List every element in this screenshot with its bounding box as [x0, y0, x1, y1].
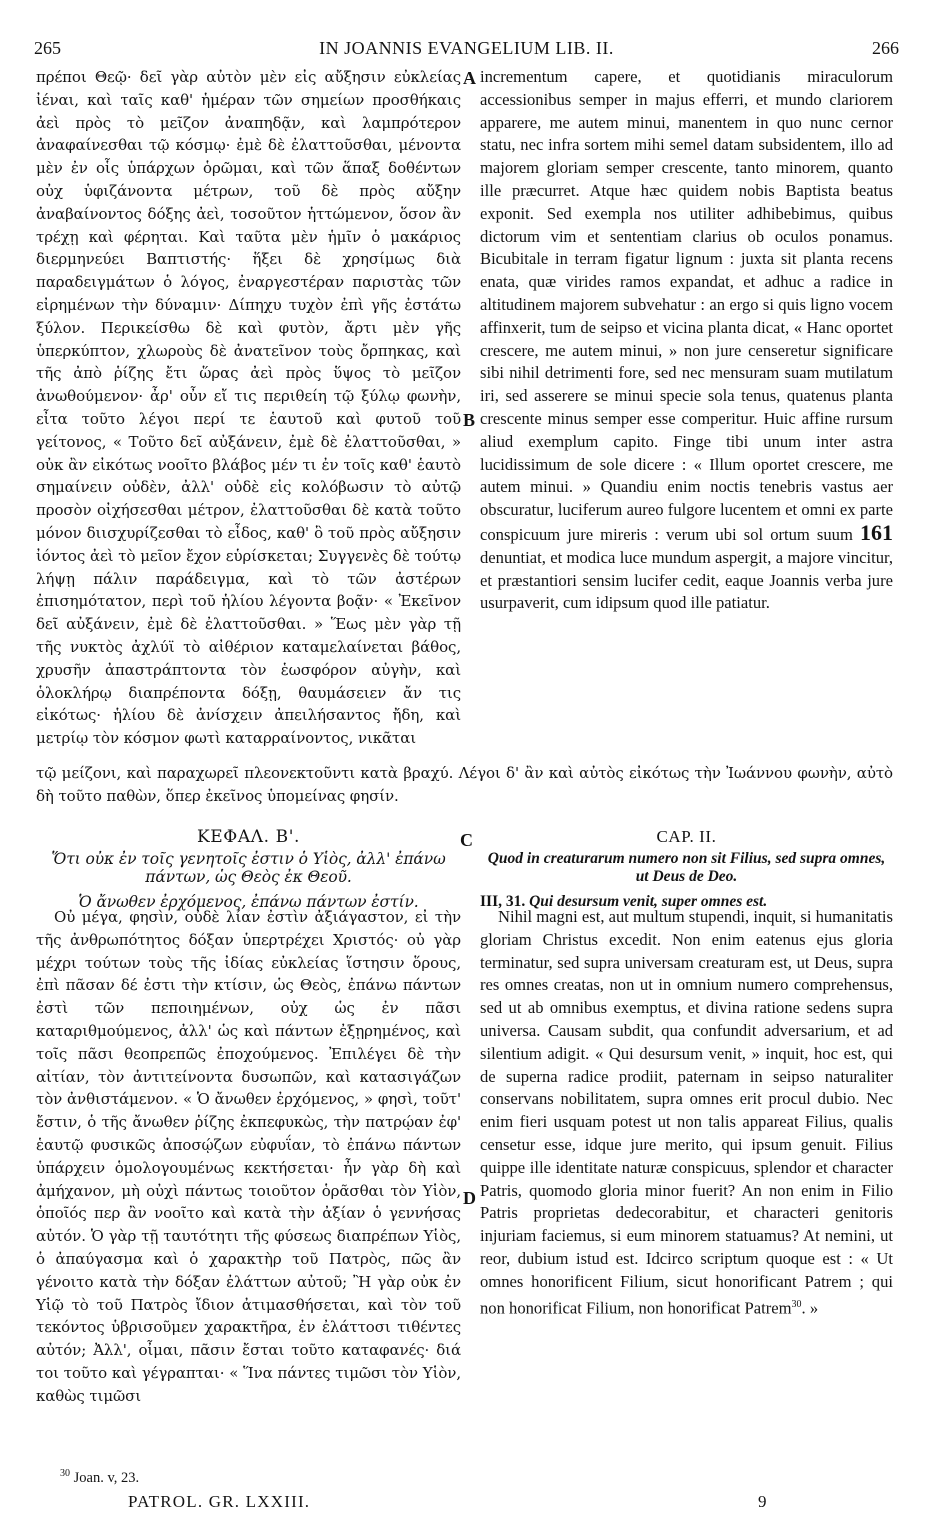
column-number: 161	[859, 519, 893, 545]
greek-text-upper: πρέποι Θεῷ· δεῖ γὰρ αὐτὸν μὲν εἰς αὔξησιν εὐκλείας ἰέναι, καὶ ταῖς καθ' ἡμέραν τῶν σημείων προσθήκαις ἀεὶ πρὸς τὸ μεῖζον ἀναπηδᾷν, καὶ λαμπρότερον ἀναφαίνεσθαι τῷ κόσμῳ· ἐμὲ δὲ ἐλαττοῦσθαι, μένοντα μὲν ἐν οἷς ὑπάρχων ὁρῶμαι, καὶ τῶν ἅπαξ δοθέντων οὐχ ὑφιζάνοντα μέτρων, τοῦ δὲ πρὸς αὔξην ἀναβαίνοντος δόξης ἀεὶ, τοσοῦτον ἡττώμενον, ὅσον ἂν τρέχῃ καὶ φέρηται. Καὶ ταῦτα μὲν ἡμῖν ὁ μακάριος διερμηνεύει Βαπτιστής· ἥξει δὲ χρησίμως διὰ παραδειγμάτων ὁ λόγος, ἐναργεστέραν παριστὰς τῶν εἰρημένων τὴν δύναμιν· Δίπηχυ τυχὸν ἐπὶ γῆς ἐστάτω ξύλον. Περικείσθω δὲ καὶ φυτὸν, ἄρτι μὲν γῆς ὑπερκύπτον, χλωροὺς δὲ ἀνατεῖνον τοὺς ὄρπηκας, καὶ τῆς ἀπὸ ῥίζης ἔτι ὥρας ἀεὶ πρὸς ὕψος τὸ μεῖζον ἀνωθούμενον· ἆρ' οὖν εἴ τις περιθείη τῷ ξύλῳ φωνὴν, εἶτα τοῦτο λέγοι περί τε ἑαυτοῦ καὶ φυτοῦ τοῦ γείτονος, « Τοῦτο δεῖ αὐξάνειν, ἐμὲ δὲ ἐλαττοῦσθαι, » οὐκ ἂν εἰκότως νοοῖτο βλάβος μέν τι ἐν τοῖς καθ' ἑαυτὸ σημαίνειν οὐδὲν, ἀλλ' οὐδὲ εἰς κολόβωσιν τὸ αὐτῷ προσὸν οἰχήσεσθαι μέτρον, ἐλαττοῦσθαι δὲ κατὰ τοῦτο μόνον διισχυρίζεσθαι τὸ εἶδος, καθ' ὃ τοῦ πρὸς αὔξησιν ἰόντος ἀεὶ τὸ μεῖον ἔχον εὑρίσκεται; Συγγενὲς δὲ τούτῳ λήψῃ πάλιν παράδειγμα, καὶ τὸ τῶν ἀστέρων ἐπισημότατον, περὶ τοῦ ἡλίου λέγοντα βοᾷν· « Ἐκεῖνον δεῖ αὐξάνειν, ἐμὲ δὲ ἐλαττοῦσθαι. » Ἕως μὲν γὰρ τῇ τῆς νυκτὸς ἀχλύϊ τὸ αἰθέριον καταμελαίνεται βάθος, χρυσῆν ἀπαστράπτοντα τὸν ἑωσφόρον αὐγὴν, καὶ ὁλοκλήρῳ διαπρέποντα δόξῃ, θαυμάσειεν ἄν τις εἰκότως· ἡλίου δὲ ἀνίσχειν ἀπειλήσαντος ἤδη, καὶ μετρίῳ τὸν κόσμον φωτὶ καταρραίνοντος, νικᾶται	[36, 68, 461, 748]
footnote-reference: 30	[791, 1298, 802, 1310]
footer-signature: PATROL. GR. LXXIII.	[128, 1492, 311, 1511]
latin-text-lower-body: Nihil magni est, aut multum stupendi, inquit, si humanitatis gloriam Christus excedit. Non enim eatenus ejus gloria terminatur, sed supra universam creaturam est, ut Deus, supra res omnes creatas, non ut in omnium numero comprehensus, sed ut ab omnibus exemptus, et divina ratione sedens supra universa. Causam subdit, qua confundit adversarium, et ad silentium adigit. « Qui desursum venit, » inquit, hoc est, qui de superna radice prodiit, paternam in seipso naturaliter conservans nobilitatem, supra omnes erit procul dubio. Nec enim fieri usquam potest ut non talis appareat Filius, qualis censetur esse, idque jure merito, qui ipsum genuit. Filius quippe ille identitate naturæ conspicuus, splendor et character Patris, quomodo gloria minor fuerit? An non enim in Filio Patris proprietas dedecorabitur, et characteri genitoris injuriam faciemus, si eum minorem statuamus? At nemini, ut reor, dubium istud est. Idcirco scriptum quoque est : « Ut omnes honorificent Filium, sicut honorificant Patrem ; qui non honorificat Filium, non honorificat Patrem	[480, 907, 894, 1318]
latin-text-upper	[480, 66, 893, 615]
latin-text-upper-a: incrementum capere, et quotidianis miraculorum accessionibus semper in majus efferri, et mundo clariorem apparere, me autem minui, manentem in quo nunc cernor statu, nec infra sortem mihi semel datam subsidentem, illo ad majorem gloriam semper crescente, tanto minorem, quanto ille præcurret. Atque hæc quidem nobis Baptista beatus exponit. Sed exempla nos utiliter adhibebimus, quibus dictorum vim et sententiam clarius ob oculos ponamus. Bicubitale in terram figatur lignum : juxta sit planta recens enata, quæ virides ramos expandat, et adhuc a radice in altitudinem majorem subvehatur : an ergo si quis ligno vocem affinxerit, tum de seipso et vicina planta dicat, « Hanc oportet crescere, me autem minui, » non jure censeretur significare sibi nihil detrimenti fore, sed nec mensuram suam mutilatum iri, sed asserere se minui specie sola tenus, quatenus planta crescente minus semper esse comperitur. Huic affine rursum aliud exemplum capito. Finge tibi unum inter astra lucidissimum de sole dicere : « Illum oportet crescere, me autem minui. » Quandiu enim noctis tenebris vastus aer obscuratur, luciferum aureo fulgore lucentem et omni ex parte conspicuum jure mireris : verum ubi sol ortum suum	[480, 67, 893, 544]
latin-chapter-title: CAP. II.	[656, 827, 717, 846]
running-header	[30, 38, 903, 62]
page-footer	[0, 1492, 929, 1516]
full-width-greek-continuation	[36, 762, 893, 808]
latin-chapter-heading	[480, 826, 893, 912]
latin-chapter-subtitle: Quod in creaturarum numero non sit Filius, sed supra omnes, ut Deus de Deo.	[487, 850, 886, 885]
footnote-mark: 30	[60, 1468, 70, 1479]
greek-chapter-title: ΚΕΦΑΛ. Β'.	[197, 827, 300, 847]
latin-text-upper-b: denuntiat, et modica luce mundum aspergit, a majore vincitur, et præstantiori sensim lucifer cedit, eaque Joannis verba jure usurpaverit, cum idipsum quod ille patiatur.	[480, 547, 893, 613]
greek-column-lower	[36, 906, 461, 1408]
margin-letter-d: D	[463, 1188, 476, 1208]
latin-column-lower	[480, 906, 893, 1320]
greek-column-upper	[36, 66, 461, 750]
margin-letter-a: A	[463, 68, 476, 88]
latin-text-lower-end: . »	[801, 1298, 819, 1318]
footer-gathering-number: 9	[758, 1492, 767, 1511]
latin-column-upper	[480, 66, 893, 615]
latin-lemma-reference: III, 31.	[480, 893, 526, 910]
greek-chapter-subtitle: Ὅτι οὐκ ἐν τοῖς γενητοῖς ἐστιν ὁ Υἱὸς, ἀλλ' ἐπάνω πάντων, ὡς Θεὸς ἐκ Θεοῦ.	[51, 850, 446, 886]
greek-text-lower: Οὐ μέγα, φησὶν, οὐδὲ λίαν ἐστὶν ἀξιάγαστον, εἰ τὴν τῆς ἀνθρωπότητος δόξαν ὑπερτρέχει Χριστός· οὐ γὰρ μέχρι τούτων τοὺς τῆς ἰδίας εὐκλείας ἵστησιν ὅρους, ἐπὶ πᾶσαν δέ ἐστι τὴν κτίσιν, ὡς Θεὸς, ἐπάνω πάντων ἐστὶ τῶν πεποιημένων, οὐχ ὡς ἐν πᾶσι καταριθμούμενος, ἀλλ' ὡς καὶ πάντων ἐξῃρημένος, καὶ τοῖς πᾶσι θεοπρεπῶς ἐποχούμενος. Ἐπιλέγει δὲ τὴν αἰτίαν, τὸν ἀντιτείνοντα δυσωπῶν, καὶ κατασιγάζων τὸν ἀνθιστάμενον. « Ὁ ἄνωθεν ἐρχόμενος, » φησὶ, τοῦτ' ἔστιν, ὁ τῆς ἄνωθεν ῥίζης ἐκπεφυκὼς, τὴν πατρῴαν ἐφ' ἑαυτῷ φυσικῶς ἀποσῴζων εὐφυΐαν, τὸ ἐπάνω πάντων ὑπάρχειν ὁμολογουμένως κεκτήσεται· ἦν γὰρ δὴ καὶ ἀμήχανον, μὴ οὐχὶ πάντως τοιοῦτον ὁρᾶσθαι τὸν Υἱὸν, ὁποῖός περ ἂν νοοῖτο καὶ κατὰ τὴν ἀξίαν ὁ γεννήσας αὐτόν. Ὁ γὰρ τῇ ταυτότητι τῆς φύσεως διαπρέπων Υἱὸς, ὁ ἀπαύγασμα καὶ ὁ χαρακτὴρ τοῦ Πατρὸς, πῶς ἂν γένοιτο κατὰ τὴν δόξαν ἐλάττων αὐτοῦ; Ἢ γὰρ οὐκ ἐν Υἱῷ τὸ τοῦ Πατρὸς ἴδιον ἀτιμασθήσεται, καὶ τὸν τοῦ τεκόντος ὑβρισοῦμεν χαρακτῆρα, ἐν ἐλάττοσι τιθέντες αὐτόν; Ἀλλ', οἶμαι, πᾶσιν ἔσται τοῦτο καταφανές· διά τοι τοῦτο καὶ γέγραπται· « Ἵνα πάντες τιμῶσι τὸν Υἱὸν, καθὼς τιμῶσι	[36, 908, 461, 1405]
footnote	[60, 1468, 139, 1487]
greek-chapter-heading	[36, 826, 461, 912]
running-title: IN JOANNIS EVANGELIUM LIB. II.	[319, 38, 614, 58]
page-number-right: 266	[872, 38, 899, 58]
latin-text-lower	[480, 906, 893, 1320]
margin-letter-b: B	[463, 410, 476, 430]
latin-lemma-text: Qui desursum venit, super omnes est.	[529, 893, 768, 910]
wide-greek-text: τῷ μείζονι, καὶ παραχωρεῖ πλεονεκτοῦντι κατὰ βραχύ. Λέγοι δ' ἂν καὶ αὐτὸς εἰκότως τὴν Ἰωάννου φωνὴν, αὐτὸ δὴ τοῦτο παθὼν, ὅπερ ἐκεῖνος ὑπομείνας φησίν.	[36, 764, 893, 805]
greek-chapter-lemma: Ὁ ἄνωθεν ἐρχόμενος, ἐπάνω πάντων ἐστίν.	[78, 893, 419, 911]
footnote-text: Joan. v, 23.	[73, 1469, 140, 1486]
margin-letter-c: C	[460, 830, 473, 850]
page-number-left: 265	[34, 38, 61, 58]
